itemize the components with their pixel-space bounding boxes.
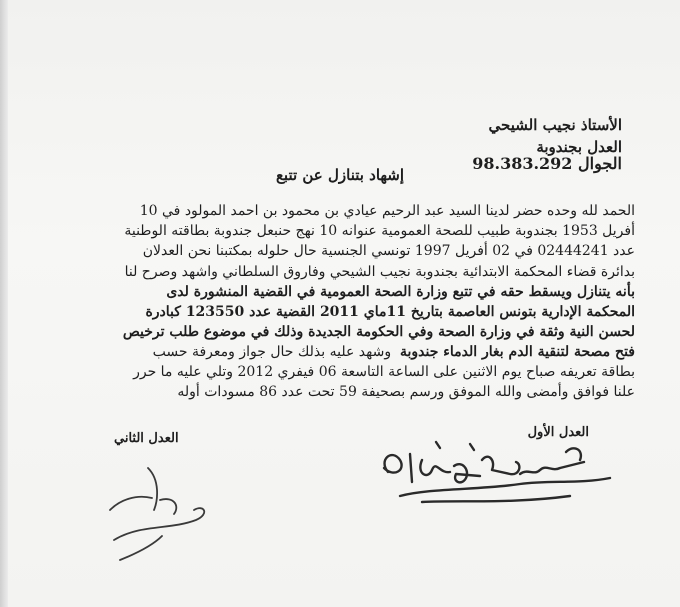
body-line-8-bold: فتح مصحة لتنقية الدم بغار الدماء جندوبة bbox=[400, 344, 635, 360]
body-line-6: المحكمة الإدارية بتونس العاصمة بتاريخ 11ماي 2011 القضية عدد 123550 كبادرة bbox=[145, 304, 635, 320]
second-notary-label: العدل الثاني bbox=[114, 431, 179, 446]
first-notary-signature bbox=[370, 430, 630, 530]
body-line-10: علنا فوافق وأمضى والله الموفق ورسم بصحيفة 59 تحت عدد 86 مسودات أوله bbox=[177, 384, 635, 400]
notary-title: العدل بجندوبة bbox=[536, 138, 622, 156]
body-line-5: بأنه يتنازل ويسقط حقه في تتبع وزارة الصحة العمومية في القضية المنشورة لدى bbox=[166, 284, 635, 300]
body-line-2: أفريل 1953 بجندوبة طبيب للصحة العمومية عنوانه 10 نهج حنبعل جندوبة بطاقته الوطنية bbox=[124, 223, 635, 239]
body-line-3: عدد 02444241 في 02 أفريل 1997 تونسي الجنسية حال حلوله بمكتبنا نحن العدلان bbox=[142, 243, 635, 259]
notary-phone: الجوال 98.383.292 bbox=[472, 154, 622, 173]
body-line-9: بطاقة تعريفه صباح يوم الاثنين على الساعة التاسعة 06 فيفري 2012 وتلي عليه ما حرر bbox=[133, 364, 635, 380]
notary-name: الأستاذ نجيب الشيحي bbox=[488, 116, 622, 134]
body-line-1: الحمد لله وحده حضر لدينا السيد عبد الرحيم عيادي بن محمود بن احمد المولود في 10 bbox=[139, 203, 635, 219]
second-notary-signature bbox=[100, 440, 280, 570]
body-line-4: بدائرة قضاء المحكمة الابتدائية بجندوبة نجيب الشيحي وفاروق السلطاني واشهد وصرح لنا bbox=[124, 264, 635, 280]
body-line-8-rest: وشهد عليه بذلك حال جواز ومعرفة حسب bbox=[152, 344, 392, 360]
scan-edge bbox=[0, 0, 8, 607]
body-line-8 bbox=[153, 344, 635, 360]
body-line-7: لحسن النية وثقة في وزارة الصحة وفي الحكومة الجديدة وذلك في موضوع طلب ترخيص bbox=[122, 324, 635, 340]
document-title: إشهاد بتنازل عن تتبع bbox=[275, 166, 405, 184]
first-notary-label: العدل الأول bbox=[527, 425, 589, 440]
